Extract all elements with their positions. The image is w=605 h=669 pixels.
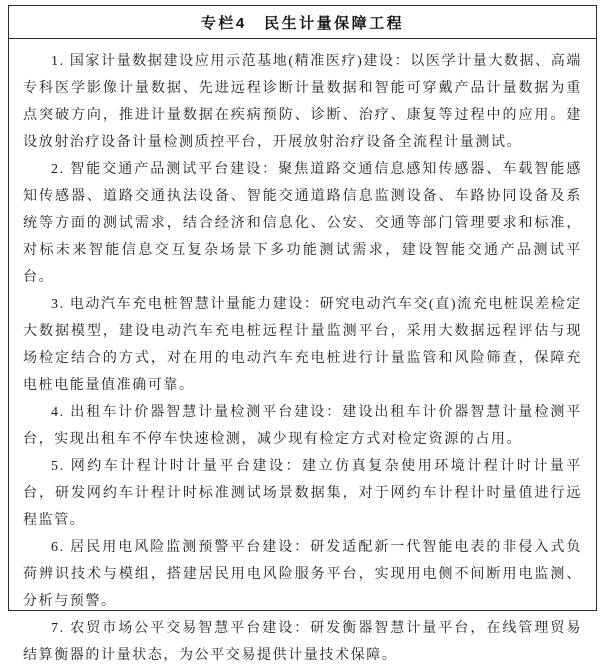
paragraph-3: 3. 电动汽车充电桩智慧计量能力建设：研究电动汽车交(直)流充电桩误差检定大数据模型，建设电动汽车充电桩远程计量监测平台，采用大数据远程评估与现场检定结合的方式，对在用的电动汽车充电桩进行计量监管和风险筛查，保障充电桩电能量值准确可靠。 [23,297,582,393]
paragraph-7: 7. 农贸市场公平交易智慧平台建设：研发衡器智慧计量平台，在线管理贸易结算衡器的计量状态，为公平交易提供计量技术保障。 [23,621,582,663]
paragraph-2: 2. 智能交通产品测试平台建设：聚焦道路交通信息感知传感器、车载智能感知传感器、道路交通执法设备、智能交通道路信息监测设备、车路协同设备及系统等方面的测试需求，结合经济和信息化、公安、交通等部门管理要求和标准，对标未来智能信息交互复杂场景下多功能测试需求，建设智能交通产品测试平台。 [23,162,582,285]
box-body [9,39,596,669]
paragraph-6: 6. 居民用电风险监测预警平台建设：研发适配新一代智能电表的非侵入式负荷辨识技术与模组，搭建居民用电风险服务平台，实现用电侧不间断用电监测、分析与预警。 [23,540,582,609]
paragraph-4: 4. 出租车计价器智慧计量检测平台建设：建设出租车计价器智慧计量检测平台，实现出租车不停车快速检测，减少现有检定方式对检定资源的占用。 [23,405,582,447]
paragraph-1: 1. 国家计量数据建设应用示范基地(精准医疗)建设：以医学计量大数据、高端专科医学影像计量数据、先进远程诊断计量数据和智能可穿戴产品计量数据为重点突破方向，推进计量数据在疾病预防、诊断、治疗、康复等过程中的应用。建设放射治疗设备计量检测质控平台，开展放射治疗设备全流程计量测试。 [23,54,582,150]
box-header [9,6,596,39]
paragraph-5: 5. 网约车计程计时计量平台建设：建立仿真复杂使用环境计程计时计量平台，研发网约车计程计时标准测试场景数据集，对于网约车计程计时量值进行远程监管。 [23,459,582,528]
column-box [8,5,597,663]
box-title: 专栏4 民生计量保障工程 [200,14,405,32]
